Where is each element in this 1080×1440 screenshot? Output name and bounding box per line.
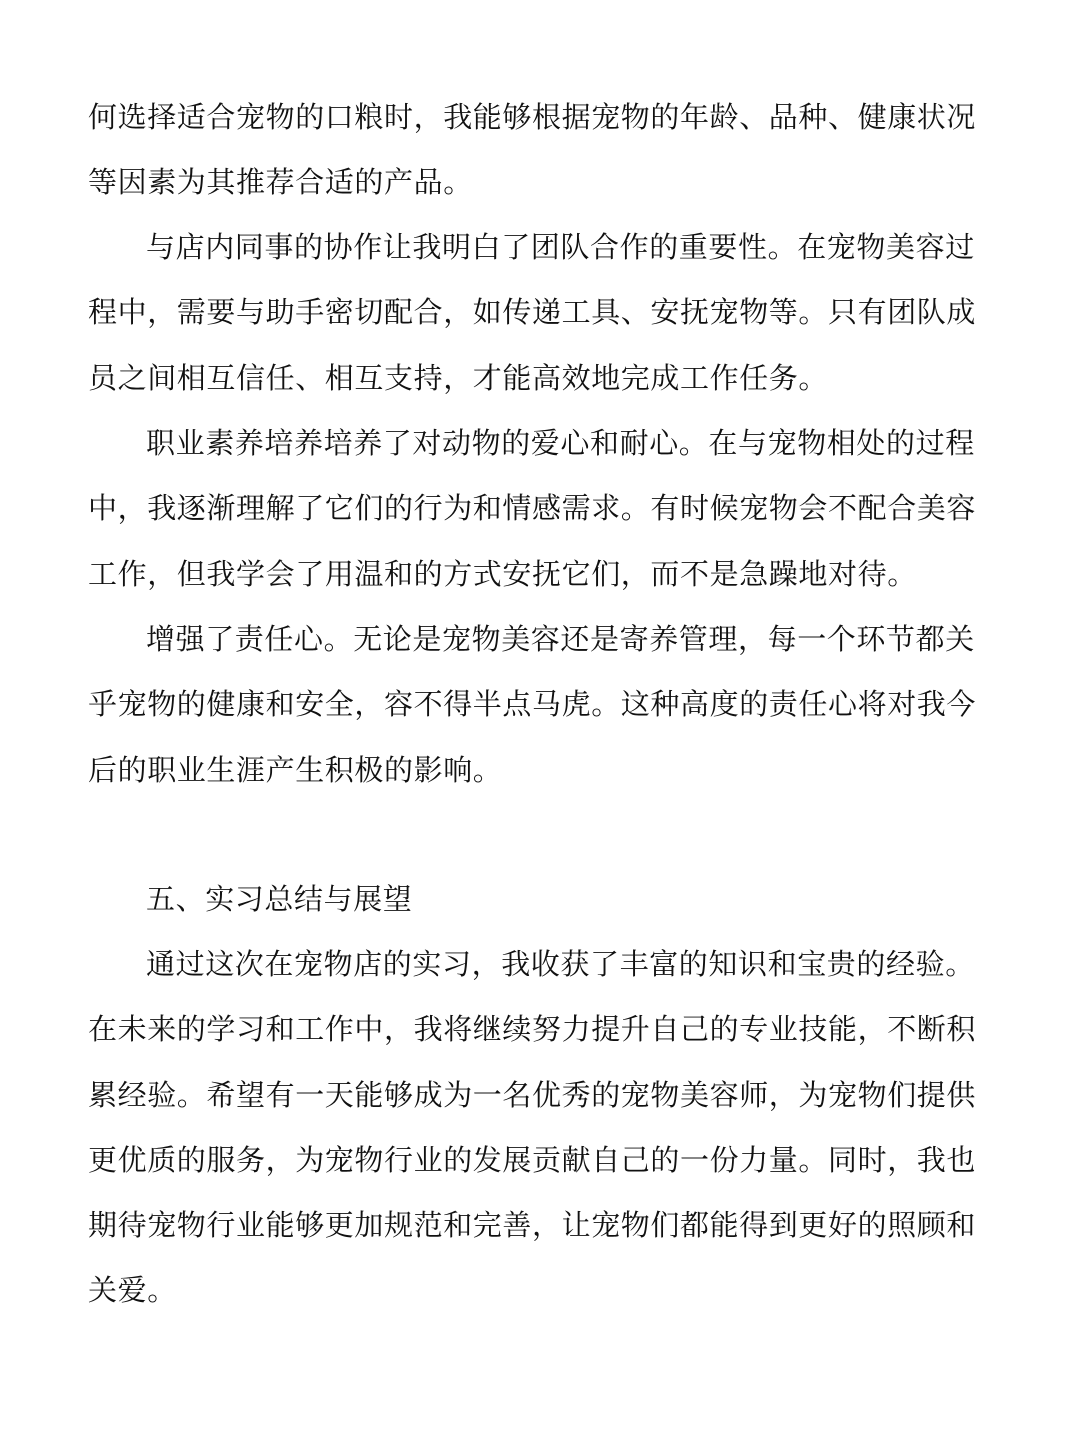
section-heading: 五、实习总结与展望 xyxy=(146,882,413,916)
section-heading-block xyxy=(88,867,960,932)
paragraph-line: 累经验。希望有一天能够成为一名优秀的宠物美容师，为宠物们提供 xyxy=(88,1077,977,1112)
paragraph-professionalism xyxy=(88,411,977,607)
paragraph-line: 员之间相互信任、相互支持，才能高效地完成工作任务。 xyxy=(88,360,829,395)
paragraph-line: 期待宠物行业能够更加规范和完善，让宠物们都能得到更好的照顾和 xyxy=(88,1208,977,1243)
paragraph-responsibility xyxy=(88,607,977,803)
paragraph-line: 通过这次在宠物店的实习，我收获了丰富的知识和宝贵的经验。 xyxy=(146,947,975,981)
paragraph-line: 工作，但我学会了用温和的方式安抚它们，而不是急躁地对待。 xyxy=(88,556,917,591)
paragraph-line: 更优质的服务，为宠物行业的发展贡献自己的一份力量。同时，我也 xyxy=(88,1142,977,1177)
paragraph-line: 职业素养培养培养了对动物的爱心和耐心。在与宠物相处的过程 xyxy=(146,426,975,460)
paragraph-teamwork xyxy=(88,215,977,411)
paragraph-line: 关爱。 xyxy=(88,1273,177,1308)
paragraph-continuation xyxy=(88,85,977,216)
paragraph-line: 程中，需要与助手密切配合，如传递工具、安抚宠物等。只有团队成 xyxy=(88,295,977,330)
paragraph-line: 后的职业生涯产生积极的影响。 xyxy=(88,752,503,787)
paragraph-summary xyxy=(88,932,977,1324)
paragraph-line: 与店内同事的协作让我明白了团队合作的重要性。在宠物美容过 xyxy=(146,230,975,264)
paragraph-line: 何选择适合宠物的口粮时，我能够根据宠物的年龄、品种、健康状况 xyxy=(88,100,977,134)
paragraph-line: 在未来的学习和工作中，我将继续努力提升自己的专业技能，不断积 xyxy=(88,1012,977,1047)
paragraph-line: 增强了责任心。无论是宠物美容还是寄养管理，每一个环节都关 xyxy=(146,622,975,656)
paragraph-line: 中，我逐渐理解了它们的行为和情感需求。有时候宠物会不配合美容 xyxy=(88,491,977,526)
paragraph-line: 乎宠物的健康和安全，容不得半点马虎。这种高度的责任心将对我今 xyxy=(88,687,977,722)
paragraph-line: 等因素为其推荐合适的产品。 xyxy=(88,165,473,200)
